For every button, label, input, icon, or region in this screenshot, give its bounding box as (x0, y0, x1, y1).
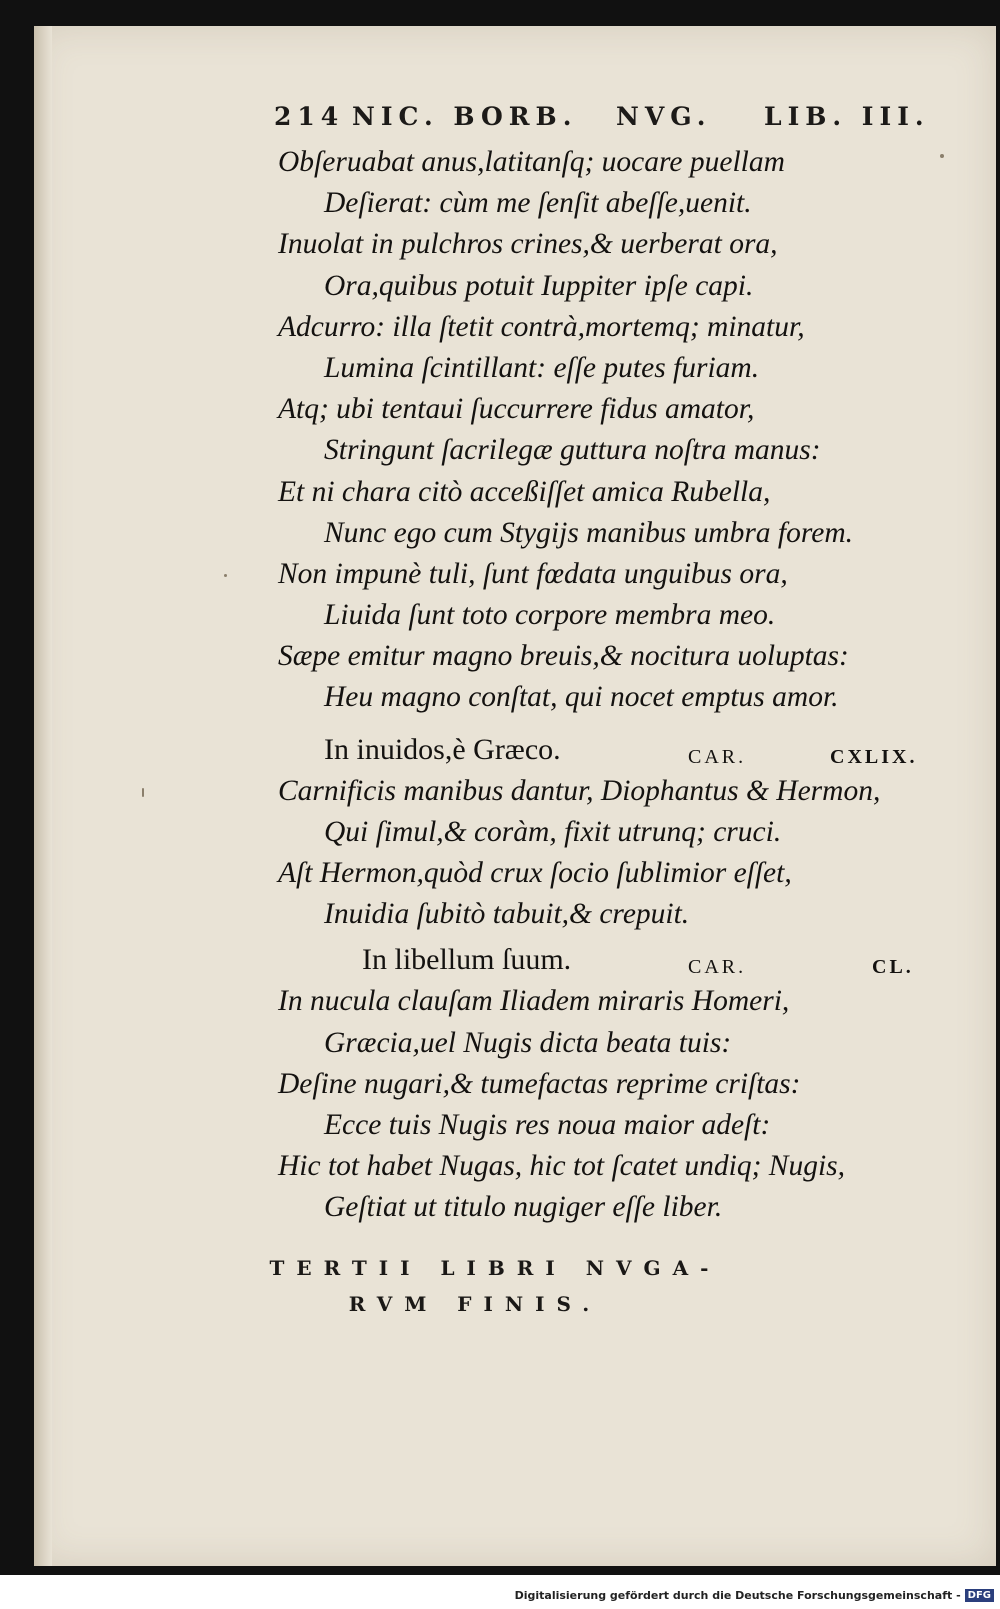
poem-148-ending (278, 142, 958, 719)
book-page (34, 26, 996, 1566)
verse-line: Ecce tuis Nugis res noua maior adeſt: (324, 1108, 771, 1141)
work-abbrev: NVG. (616, 102, 712, 131)
verse-line: Græcia,uel Nugis dicta beata tuis: (324, 1026, 732, 1059)
verse-line: Aſt Hermon,quòd crux ſocio ſublimior eſſet, (278, 857, 792, 889)
book-number: LIB. III. (764, 102, 930, 131)
poem-title: In inuidos,è Græco. (324, 732, 561, 766)
poem-149-lines (278, 771, 958, 936)
verse-line: Inuolat in pulchros crines,& uerberat ora, (278, 228, 778, 261)
poem-150-heading (278, 935, 958, 981)
digitization-credit (515, 1586, 994, 1604)
verse-line: Geſtiat ut titulo nugiger eſſe liber. (324, 1191, 723, 1224)
verse-line: Sæpe emitur magno breuis,& nocitura uoluptas: (278, 640, 849, 673)
verse-line: Qui ſimul,& coràm, fixit utrunq; cruci. (324, 815, 782, 848)
poem-150-lines (278, 981, 958, 1228)
paper-speck (224, 574, 227, 577)
page-gutter-shadow (34, 26, 52, 1566)
running-head (274, 102, 930, 142)
verse-line: Non impunè tuli, ſunt fœdata unguibus ora, (278, 557, 788, 590)
carmen-label: CAR. (688, 745, 747, 768)
carmen-label: CAR. (688, 956, 747, 979)
verse-line: Obſeruabat anus,latitanſq; uocare puellam (278, 146, 785, 178)
verse-line: Et ni chara citò acceßiſſet amica Rubella, (278, 475, 771, 508)
verse-line: Carnificis manibus dantur, Diophantus & Hermon, (278, 774, 881, 807)
verse-line: Deſierat: cùm me ſenſit abeſſe,uenit. (324, 187, 752, 220)
author-abbrev: NIC. BORB. (352, 102, 578, 131)
paper-speck (142, 788, 144, 797)
verse-line: In nucula clauſam Iliadem miraris Homeri, (278, 985, 790, 1018)
colophon-line-1: TERTII LIBRI NVGA- (269, 1256, 721, 1280)
verse-line: Atq; ubi tentaui ſuccurrere fidus amator, (278, 393, 755, 426)
verse-line: Deſine nugari,& tumefactas reprime criſtas: (278, 1067, 801, 1100)
credit-text: Digitalisierung gefördert durch die Deutsche Forschungsgemeinschaft - (514, 1588, 961, 1602)
verse-line: Liuida ſunt toto corpore membra meo. (324, 599, 776, 632)
verse-line: Stringunt ſacrilegæ guttura noſtra manus: (324, 434, 821, 467)
poem-title: In libellum ſuum. (362, 943, 572, 977)
verse-line: Ora,quibus potuit Iuppiter ipſe capi. (324, 269, 754, 302)
page-number: 214 (274, 102, 345, 131)
dfg-logo: DFG (965, 1589, 994, 1602)
carmen-number: CL. (872, 956, 914, 979)
poem-text-block (278, 142, 958, 1229)
colophon-line-2: RVM FINIS. (348, 1292, 602, 1316)
verse-line: Adcurro: illa ſtetit contrà,mortemq; minatur, (278, 310, 805, 343)
verse-line: Nunc ego cum Stygijs manibus umbra forem. (324, 516, 854, 549)
verse-line: Hic tot habet Nugas, hic tot ſcatet undiq; Nugis, (278, 1150, 846, 1183)
verse-line: Lumina ſcintillant: eſſe putes furiam. (324, 351, 760, 384)
verse-line: Heu magno conſtat, qui nocet emptus amor. (324, 681, 839, 714)
poem-149-heading (278, 725, 958, 771)
carmen-number: CXLIX. (830, 745, 918, 768)
verse-line: Inuidia ſubitò tabuit,& crepuit. (324, 898, 690, 931)
